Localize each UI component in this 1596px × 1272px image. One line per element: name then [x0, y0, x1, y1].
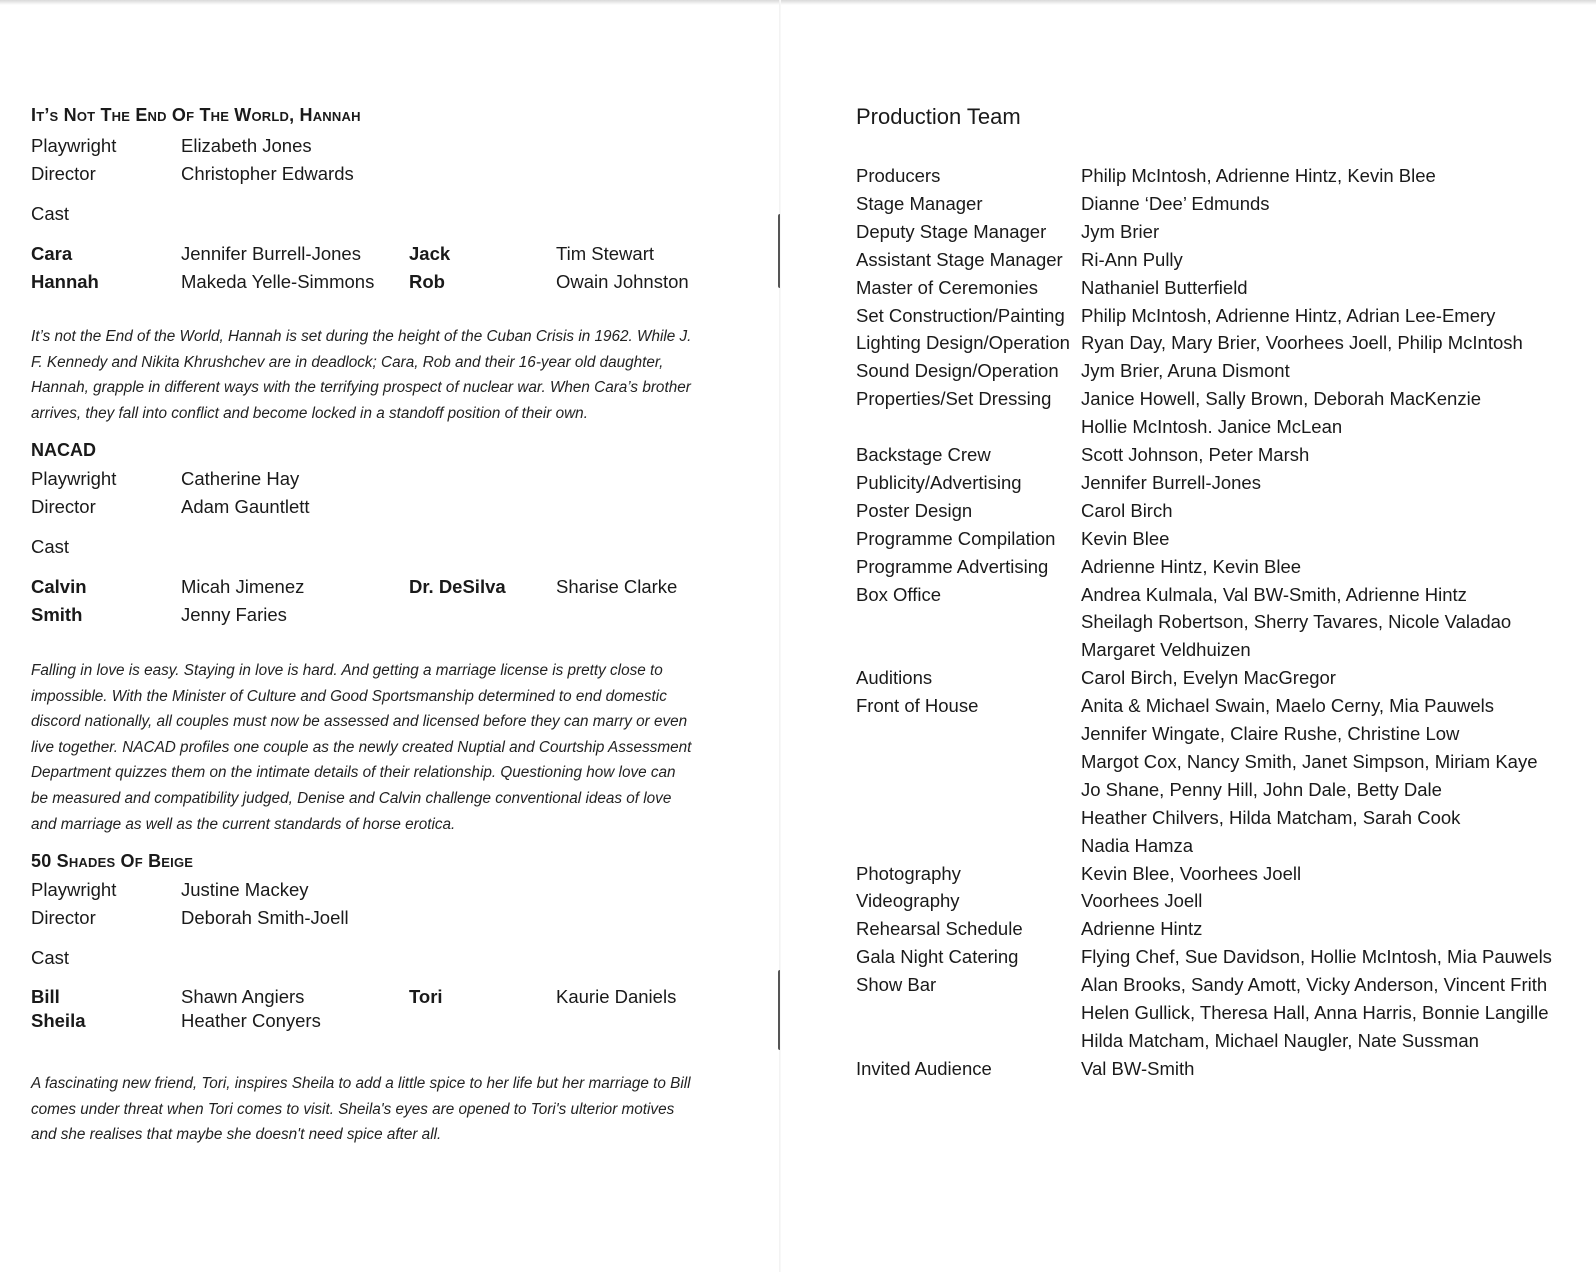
team-names: Ri-Ann Pully [1081, 248, 1183, 270]
team-names: Jennifer Wingate, Claire Rushe, Christine Low [1081, 723, 1460, 744]
play-title: It’s Not The End Of The World, Hannah [31, 105, 361, 125]
team-role: Properties/Set Dressing [856, 388, 1052, 410]
cast-actor: Heather Conyers [181, 1010, 321, 1031]
team-names: Ryan Day, Mary Brier, Voorhees Joell, Philip McIntosh [1081, 332, 1523, 354]
playwright-label: Playwright [31, 879, 117, 900]
cast-label: Cast [31, 947, 70, 968]
director-name: Deborah Smith-Joell [181, 907, 349, 928]
team-role: Sound Design/Operation [856, 360, 1059, 382]
director-name: Adam Gauntlett [181, 496, 310, 517]
play-description: It’s not the End of the World, Hannah is set during the height of the Cuban Crisis in 1962. While J. F. Kennedy and Nikita Khrushchev are in deadlock; Cara, Rob and their 16-year old daughter, Hannah, grapple in different ways with the terrifying prospect of nuclear war. When Cara’s brother arrives, they fall into conflict and become locked in a standoff position of their own. [31, 328, 692, 422]
playwright-name: Justine Mackey [181, 879, 309, 900]
staple-top [778, 214, 784, 288]
team-names: Hilda Matcham, Michael Naugler, Nate Sussman [1081, 1029, 1479, 1051]
cast-actor: Makeda Yelle-Simmons [181, 271, 375, 292]
cast-role: Dr. DeSilva [409, 576, 506, 597]
team-names: Scott Johnson, Peter Marsh [1081, 444, 1310, 465]
cast-label: Cast [31, 203, 70, 224]
team-names: Carol Birch [1081, 499, 1173, 521]
cast-role: Hannah [31, 271, 99, 292]
team-role: Front of House [856, 695, 979, 717]
team-role: Publicity/Advertising [856, 471, 1022, 493]
team-names: Kevin Blee, Voorhees Joell [1081, 862, 1302, 884]
cast-label: Cast [31, 536, 70, 557]
team-role: Programme Compilation [856, 527, 1056, 549]
page-top-edge [0, 0, 1596, 5]
cast-actor: Sharise Clarke [556, 576, 678, 597]
team-names: Sheilagh Robertson, Sherry Tavares, Nicole Valadao [1081, 611, 1512, 633]
cast-role: Calvin [31, 576, 87, 597]
cast-role: Tori [409, 986, 443, 1007]
team-role: Deputy Stage Manager [856, 220, 1047, 242]
team-names: Nathaniel Butterfield [1081, 276, 1248, 298]
team-role: Box Office [856, 583, 942, 605]
team-names: Adrienne Hintz [1081, 918, 1203, 940]
team-role: Show Bar [856, 974, 937, 996]
team-names: Nadia Hamza [1081, 834, 1194, 856]
team-names: Philip McIntosh, Adrienne Hintz, Kevin Blee [1081, 165, 1436, 186]
cast-role: Jack [409, 243, 451, 264]
team-names: Heather Chilvers, Hilda Matcham, Sarah Cook [1081, 806, 1461, 828]
team-names: Val BW-Smith [1081, 1057, 1195, 1079]
team-role: Programme Advertising [856, 555, 1049, 577]
team-role: Master of Ceremonies [856, 276, 1038, 298]
cast-actor: Shawn Angiers [181, 986, 305, 1007]
team-names: Andrea Kulmala, Val BW-Smith, Adrienne Hintz [1081, 583, 1467, 605]
play-title: 50 Shades Of Beige [31, 851, 194, 871]
play-title: NACAD [31, 440, 96, 460]
team-role: Videography [856, 890, 960, 912]
cast-actor: Jenny Faries [181, 604, 287, 625]
team-role: Rehearsal Schedule [856, 918, 1023, 940]
playwright-label: Playwright [31, 468, 117, 489]
team-names: Jennifer Burrell-Jones [1081, 471, 1261, 493]
team-names: Flying Chef, Sue Davidson, Hollie McIntosh, Mia Pauwels [1081, 946, 1552, 968]
play-description: A fascinating new friend, Tori, inspires Sheila to add a little spice to her life but her marriage to Bill comes under threat when Tori comes to visit. Sheila's eyes are opened to Tori's ulterior motives and she realises that maybe she doesn't need spice after all. [31, 1075, 691, 1144]
team-role: Gala Night Catering [856, 946, 1019, 968]
team-role: Producers [856, 165, 941, 186]
team-names: Jym Brier [1081, 220, 1160, 242]
team-role: Set Construction/Painting [856, 304, 1065, 326]
team-names: Jym Brier, Aruna Dismont [1081, 360, 1290, 382]
center-fold [779, 0, 781, 1272]
team-role: Stage Manager [856, 192, 983, 214]
cast-role: Bill [31, 986, 60, 1007]
team-role: Lighting Design/Operation [856, 332, 1070, 354]
team-names: Helen Gullick, Theresa Hall, Anna Harris, Bonnie Langille [1081, 1002, 1549, 1023]
team-names: Janice Howell, Sally Brown, Deborah MacKenzie [1081, 388, 1481, 410]
team-role: Poster Design [856, 499, 973, 521]
playwright-name: Catherine Hay [181, 468, 300, 489]
director-label: Director [31, 163, 96, 184]
team-role: Assistant Stage Manager [856, 248, 1063, 270]
cast-role: Smith [31, 604, 83, 625]
cast-actor: Tim Stewart [556, 243, 654, 264]
team-names: Alan Brooks, Sandy Amott, Vicky Anderson, Vincent Frith [1081, 974, 1548, 996]
team-names: Kevin Blee [1081, 527, 1170, 549]
team-names: Margot Cox, Nancy Smith, Janet Simpson, Miriam Kaye [1081, 750, 1538, 772]
team-names: Dianne ‘Dee’ Edmunds [1081, 192, 1270, 214]
team-names: Carol Birch, Evelyn MacGregor [1081, 667, 1336, 689]
cast-actor: Jennifer Burrell-Jones [181, 243, 361, 264]
production-team-title: Production Team [856, 104, 1021, 129]
team-role: Backstage Crew [856, 444, 991, 465]
cast-role: Rob [409, 271, 445, 292]
cast-actor: Micah Jimenez [181, 576, 305, 597]
cast-actor: Owain Johnston [556, 271, 689, 292]
team-names: Voorhees Joell [1081, 890, 1203, 912]
team-role: Auditions [856, 667, 933, 689]
play-description: Falling in love is easy. Staying in love is hard. And getting a marriage license is pretty close to impossible. With the Minister of Culture and Good Sportsmanship determined to end domestic discord nationally, all couples must now be assessed and licensed before they can marry or even live together. NACAD profiles one couple as the newly created Nuptial and Courtship Assessment Department quizzes them on the intimate details of their relationship. Questioning how love can be measured and compatibility judged, Denise and Calvin challenge conventional ideas of love and marriage as well as the current standards of horse erotica. [31, 662, 692, 833]
director-label: Director [31, 907, 96, 928]
team-role: Photography [856, 862, 961, 884]
team-names: Jo Shane, Penny Hill, John Dale, Betty Dale [1081, 778, 1442, 800]
team-names: Philip McIntosh, Adrienne Hintz, Adrian Lee-Emery [1081, 304, 1496, 326]
playwright-label: Playwright [31, 135, 117, 156]
team-names: Margaret Veldhuizen [1081, 639, 1251, 661]
staple-bottom [778, 970, 784, 1050]
team-role: Invited Audience [856, 1057, 992, 1079]
playwright-name: Elizabeth Jones [181, 135, 312, 156]
director-label: Director [31, 496, 96, 517]
team-names: Anita & Michael Swain, Maelo Cerny, Mia Pauwels [1081, 695, 1494, 717]
team-names: Adrienne Hintz, Kevin Blee [1081, 555, 1302, 577]
team-names: Hollie McIntosh. Janice McLean [1081, 416, 1343, 438]
cast-actor: Kaurie Daniels [556, 986, 677, 1007]
cast-role: Cara [31, 243, 73, 264]
director-name: Christopher Edwards [181, 163, 354, 184]
cast-role: Sheila [31, 1010, 86, 1031]
